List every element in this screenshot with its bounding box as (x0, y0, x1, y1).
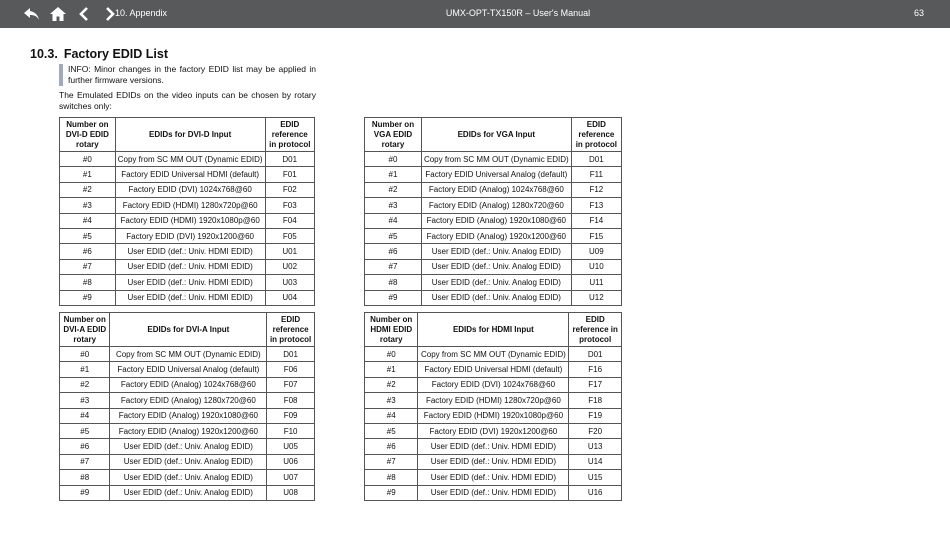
rotary-number-cell: #2 (365, 182, 422, 197)
rotary-number-cell: #4 (60, 408, 110, 423)
rotary-number-cell: #4 (60, 213, 116, 228)
table-row (365, 228, 622, 243)
rotary-number-cell: #3 (365, 393, 418, 408)
rotary-number-cell: #9 (365, 485, 418, 500)
edid-reference-cell: U13 (569, 439, 622, 454)
edid-name-cell: Copy from SC MM OUT (Dynamic EDID) (115, 152, 265, 167)
rotary-number-cell: #0 (60, 347, 110, 362)
page-number: 63 (913, 8, 924, 18)
rotary-number-cell: #6 (365, 439, 418, 454)
table-row (60, 152, 315, 167)
rotary-number-cell: #8 (365, 470, 418, 485)
table-row (365, 275, 622, 290)
edid-reference-cell: F08 (267, 393, 315, 408)
edid-name-cell: Factory EDID (HDMI) 1920x1080p@60 (418, 408, 569, 423)
hdmi-edid-table (364, 312, 622, 501)
table-row (60, 347, 315, 362)
rotary-number-cell: #8 (60, 470, 110, 485)
edid-reference-cell: U12 (571, 290, 621, 305)
edid-name-cell: Factory EDID Universal Analog (default) (110, 362, 267, 377)
edid-name-cell: Factory EDID (Analog) 1920x1200@60 (421, 228, 571, 243)
header-row (365, 313, 622, 347)
edid-reference-cell: U08 (267, 485, 315, 500)
table-row (365, 423, 622, 438)
edid-name-cell: User EDID (def.: Univ. HDMI EDID) (115, 244, 265, 259)
edid-reference-cell: F16 (569, 362, 622, 377)
edid-reference-cell: F09 (267, 408, 315, 423)
table-row (60, 423, 315, 438)
rotary-number-cell: #5 (365, 228, 422, 243)
table-row (365, 167, 622, 182)
rotary-number-cell: #0 (60, 152, 116, 167)
table-row (365, 259, 622, 274)
table-row (365, 362, 622, 377)
edid-reference-cell: F11 (571, 167, 621, 182)
edid-name-cell: User EDID (def.: Univ. HDMI EDID) (418, 454, 569, 469)
edid-reference-cell: F01 (265, 167, 314, 182)
edid-name-cell: Factory EDID (Analog) 1024x768@60 (421, 182, 571, 197)
table-row (365, 377, 622, 392)
edid-name-cell: Factory EDID (Analog) 1280x720@60 (421, 198, 571, 213)
rotary-number-cell: #1 (365, 167, 422, 182)
rotary-number-cell: #2 (60, 377, 110, 392)
edid-reference-cell: U11 (571, 275, 621, 290)
edid-reference-cell: U01 (265, 244, 314, 259)
edid-reference-header: EDID reference in protocol (569, 313, 622, 347)
section-heading (30, 47, 168, 61)
edid-reference-cell: F19 (569, 408, 622, 423)
edid-reference-header: EDID reference in protocol (267, 313, 315, 347)
edid-name-cell: User EDID (def.: Univ. Analog EDID) (421, 244, 571, 259)
table-row (60, 377, 315, 392)
rotary-number-cell: #2 (365, 377, 418, 392)
rotary-number-cell: #7 (60, 454, 110, 469)
edid-name-header: EDIDs for HDMI Input (418, 313, 569, 347)
edid-reference-cell: F10 (267, 423, 315, 438)
edid-name-header: EDIDs for DVI-D Input (115, 118, 265, 152)
table-row (60, 393, 315, 408)
vga-edid-table (364, 117, 622, 306)
edid-reference-cell: F05 (265, 228, 314, 243)
edid-reference-cell: U06 (267, 454, 315, 469)
table-row (365, 485, 622, 500)
info-note: INFO: Minor changes in the factory EDID list may be applied in further firmware versions. (59, 64, 316, 86)
edid-reference-cell: F13 (571, 198, 621, 213)
edid-name-cell: User EDID (def.: Univ. HDMI EDID) (115, 259, 265, 274)
edid-name-header: EDIDs for DVI-A Input (110, 313, 267, 347)
edid-name-cell: User EDID (def.: Univ. HDMI EDID) (418, 439, 569, 454)
table-row (60, 198, 315, 213)
edid-reference-header: EDID reference in protocol (265, 118, 314, 152)
section-number: 10.3. (30, 47, 58, 61)
rotary-number-cell: #6 (60, 439, 110, 454)
rotary-number-cell: #6 (365, 244, 422, 259)
table-row (60, 182, 315, 197)
table-row (60, 454, 315, 469)
edid-name-cell: User EDID (def.: Univ. HDMI EDID) (115, 275, 265, 290)
table-row (365, 198, 622, 213)
rotary-number-cell: #5 (365, 423, 418, 438)
edid-reference-cell: U02 (265, 259, 314, 274)
table-row (365, 454, 622, 469)
header-row (365, 118, 622, 152)
edid-reference-cell: U05 (267, 439, 315, 454)
edid-name-cell: Factory EDID (DVI) 1920x1200@60 (115, 228, 265, 243)
table-row (365, 290, 622, 305)
dvi-d-edid-table (59, 117, 315, 306)
table-row (60, 290, 315, 305)
edid-name-cell: User EDID (def.: Univ. Analog EDID) (110, 470, 267, 485)
rotary-number-cell: #0 (365, 347, 418, 362)
edid-name-cell: User EDID (def.: Univ. Analog EDID) (421, 259, 571, 274)
edid-reference-cell: U14 (569, 454, 622, 469)
edid-name-cell: User EDID (def.: Univ. HDMI EDID) (115, 290, 265, 305)
rotary-number-header: Number on VGA EDID rotary (365, 118, 422, 152)
rotary-number-cell: #3 (365, 198, 422, 213)
edid-name-cell: Factory EDID (Analog) 1024x768@60 (110, 377, 267, 392)
rotary-number-cell: #8 (60, 275, 116, 290)
edid-reference-cell: F14 (571, 213, 621, 228)
table-row (365, 152, 622, 167)
table-row (60, 244, 315, 259)
rotary-number-cell: #8 (365, 275, 422, 290)
table-row (60, 167, 315, 182)
edid-name-cell: Factory EDID Universal HDMI (default) (418, 362, 569, 377)
edid-reference-cell: U03 (265, 275, 314, 290)
dvi-a-edid-table (59, 312, 315, 501)
edid-name-cell: Factory EDID (HDMI) 1280x720p@60 (115, 198, 265, 213)
edid-name-cell: Copy from SC MM OUT (Dynamic EDID) (421, 152, 571, 167)
edid-reference-cell: F06 (267, 362, 315, 377)
table-row (60, 213, 315, 228)
edid-reference-cell: U07 (267, 470, 315, 485)
edid-name-cell: Factory EDID Universal HDMI (default) (115, 167, 265, 182)
table-row (365, 408, 622, 423)
document-title: UMX-OPT-TX150R – User's Manual (445, 8, 591, 18)
edid-name-cell: User EDID (def.: Univ. Analog EDID) (110, 439, 267, 454)
edid-reference-cell: F15 (571, 228, 621, 243)
section-breadcrumb[interactable]: 10. Appendix (115, 8, 168, 18)
rotary-number-cell: #3 (60, 393, 110, 408)
table-row (365, 213, 622, 228)
edid-name-cell: User EDID (def.: Univ. HDMI EDID) (418, 470, 569, 485)
table-row (365, 244, 622, 259)
rotary-number-cell: #2 (60, 182, 116, 197)
rotary-number-cell: #7 (365, 259, 422, 274)
edid-reference-cell: F12 (571, 182, 621, 197)
edid-name-cell: User EDID (def.: Univ. Analog EDID) (110, 485, 267, 500)
edid-reference-cell: D01 (571, 152, 621, 167)
table-row (365, 439, 622, 454)
edid-reference-header: EDID reference in protocol (571, 118, 621, 152)
table-row (365, 393, 622, 408)
edid-reference-cell: U04 (265, 290, 314, 305)
edid-name-cell: Factory EDID (Analog) 1920x1080@60 (421, 213, 571, 228)
edid-name-cell: User EDID (def.: Univ. Analog EDID) (110, 454, 267, 469)
edid-name-cell: User EDID (def.: Univ. HDMI EDID) (418, 485, 569, 500)
rotary-number-cell: #3 (60, 198, 116, 213)
rotary-number-cell: #7 (365, 454, 418, 469)
header-row (60, 313, 315, 347)
section-title: Factory EDID List (63, 47, 168, 61)
table-row (60, 362, 315, 377)
edid-reference-cell: D01 (569, 347, 622, 362)
rotary-number-cell: #1 (365, 362, 418, 377)
table-row (60, 275, 315, 290)
edid-reference-cell: F03 (265, 198, 314, 213)
table-row (60, 408, 315, 423)
edid-reference-cell: D01 (267, 347, 315, 362)
rotary-number-cell: #9 (60, 290, 116, 305)
header-row (60, 118, 315, 152)
edid-name-cell: Factory EDID (HDMI) 1280x720p@60 (418, 393, 569, 408)
table-row (365, 347, 622, 362)
edid-reference-cell: D01 (265, 152, 314, 167)
top-bar (0, 0, 950, 28)
edid-name-cell: Factory EDID (DVI) 1920x1200@60 (418, 423, 569, 438)
edid-reference-cell: F18 (569, 393, 622, 408)
table-row (60, 485, 315, 500)
edid-name-cell: Factory EDID (Analog) 1920x1200@60 (110, 423, 267, 438)
edid-name-cell: Copy from SC MM OUT (Dynamic EDID) (418, 347, 569, 362)
edid-reference-cell: F04 (265, 213, 314, 228)
edid-reference-cell: F07 (267, 377, 315, 392)
rotary-number-cell: #0 (365, 152, 422, 167)
edid-reference-cell: U10 (571, 259, 621, 274)
table-row (60, 470, 315, 485)
rotary-number-cell: #1 (60, 362, 110, 377)
rotary-number-cell: #1 (60, 167, 116, 182)
edid-name-cell: Factory EDID (Analog) 1280x720@60 (110, 393, 267, 408)
table-row (60, 259, 315, 274)
rotary-number-cell: #9 (365, 290, 422, 305)
edid-name-cell: User EDID (def.: Univ. Analog EDID) (421, 275, 571, 290)
table-row (60, 439, 315, 454)
edid-reference-cell: U09 (571, 244, 621, 259)
edid-name-cell: Factory EDID (HDMI) 1920x1080p@60 (115, 213, 265, 228)
edid-reference-cell: U16 (569, 485, 622, 500)
edid-name-header: EDIDs for VGA Input (421, 118, 571, 152)
rotary-number-cell: #4 (365, 408, 418, 423)
edid-reference-cell: F02 (265, 182, 314, 197)
rotary-number-cell: #4 (365, 213, 422, 228)
rotary-number-header: Number on DVI-A EDID rotary (60, 313, 110, 347)
rotary-number-cell: #7 (60, 259, 116, 274)
table-row (365, 470, 622, 485)
edid-name-cell: Factory EDID (DVI) 1024x768@60 (418, 377, 569, 392)
edid-reference-cell: F17 (569, 377, 622, 392)
edid-reference-cell: U15 (569, 470, 622, 485)
edid-name-cell: Factory EDID Universal Analog (default) (421, 167, 571, 182)
rotary-number-cell: #5 (60, 228, 116, 243)
intro-paragraph: The Emulated EDIDs on the video inputs can be chosen by rotary switches only: (59, 90, 316, 111)
rotary-number-cell: #6 (60, 244, 116, 259)
edid-name-cell: Factory EDID (Analog) 1920x1080@60 (110, 408, 267, 423)
edid-name-cell: Factory EDID (DVI) 1024x768@60 (115, 182, 265, 197)
rotary-number-header: Number on DVI-D EDID rotary (60, 118, 116, 152)
rotary-number-cell: #9 (60, 485, 110, 500)
edid-name-cell: Copy from SC MM OUT (Dynamic EDID) (110, 347, 267, 362)
rotary-number-cell: #5 (60, 423, 110, 438)
edid-reference-cell: F20 (569, 423, 622, 438)
table-row (60, 228, 315, 243)
edid-name-cell: User EDID (def.: Univ. Analog EDID) (421, 290, 571, 305)
table-row (365, 182, 622, 197)
rotary-number-header: Number on HDMI EDID rotary (365, 313, 418, 347)
